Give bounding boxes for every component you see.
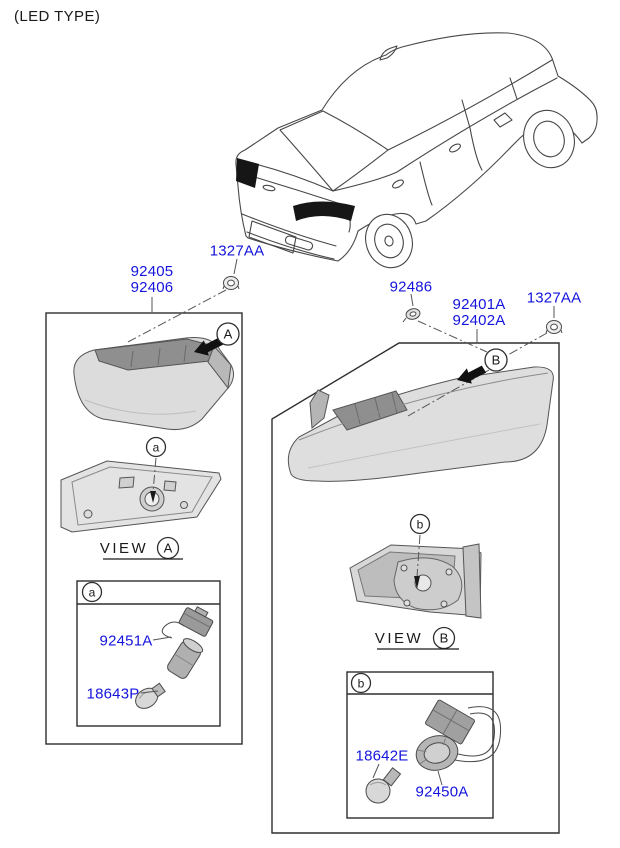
part-number-1327aa-left[interactable]: 1327AA (209, 242, 265, 260)
nut-icon-left (223, 277, 239, 290)
view-b-letter: B (439, 630, 449, 646)
subbox-a-letter: a (88, 585, 96, 600)
part-number-92401a[interactable]: 92401A (452, 296, 506, 313)
outer-bulb-drawing (366, 768, 400, 803)
nut-icon-right (546, 321, 562, 334)
subbox-b-letter: b (357, 676, 365, 691)
page-type-label: (LED TYPE) (14, 8, 101, 25)
callout-letter-A: A (223, 326, 233, 342)
part-number-92405[interactable]: 92405 (130, 263, 174, 280)
view-a-letter: A (163, 540, 173, 556)
part-number-92451a[interactable]: 92451A (99, 632, 153, 650)
part-number-18642e[interactable]: 18642E (355, 747, 409, 765)
rear-wheel (359, 208, 419, 274)
part-number-92450a[interactable]: 92450A (415, 783, 469, 801)
part-number-outer-lamp[interactable] (453, 297, 506, 329)
part-number-92486[interactable]: 92486 (389, 278, 433, 296)
door-handle-icons (391, 142, 461, 189)
callout-letter-b: b (416, 517, 424, 532)
part-number-18643p[interactable]: 18643P (86, 685, 140, 703)
outer-bulb-holder-drawing (412, 699, 500, 774)
inner-lamp-back-view (61, 461, 221, 532)
callout-letter-a: a (152, 440, 160, 455)
part-number-92402a[interactable]: 92402A (452, 312, 506, 329)
part-number-1327aa-right[interactable]: 1327AA (526, 289, 582, 307)
part-number-inner-lamp[interactable] (131, 264, 174, 296)
view-a-word: VIEW (99, 540, 149, 557)
inner-bulb-holder-drawing (162, 603, 216, 681)
front-wheel (516, 104, 581, 175)
car-illustration (236, 33, 597, 274)
clip-icon (403, 307, 421, 322)
callout-letter-B: B (491, 352, 501, 368)
view-b-word: VIEW (374, 630, 424, 647)
part-number-92406[interactable]: 92406 (130, 279, 174, 296)
outer-lamp-drawing (288, 367, 553, 481)
